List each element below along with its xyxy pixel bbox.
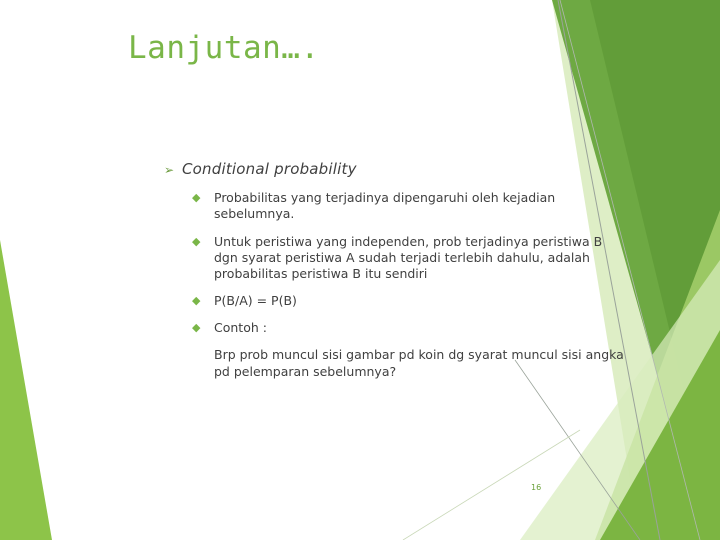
list-item	[192, 190, 622, 222]
list-item-text: Probabilitas yang terjadinya dipengaruhi oleh kejadian sebelumnya.	[214, 190, 556, 221]
list-item	[192, 320, 622, 336]
list-item-text: Untuk peristiwa yang independen, prob terjadinya peristiwa B dgn syarat peristiwa A sudah terjadi terlebih dahulu, adalah probabilitas peristiwa B itu sendiri	[214, 234, 603, 281]
list-item-text: P(B/A) = P(B)	[214, 293, 297, 308]
diamond-icon: ◆	[192, 321, 201, 334]
left-wedge	[0, 240, 52, 540]
list-item	[192, 234, 622, 282]
list-item-text: Contoh :	[214, 320, 267, 335]
diamond-icon: ◆	[192, 294, 201, 307]
arrow-right-icon: ➢	[164, 163, 175, 177]
page-number: 16	[531, 483, 542, 492]
list-item	[192, 293, 622, 309]
level1-item	[164, 160, 357, 178]
slide-title: Lanjutan….	[128, 30, 320, 66]
level1-text: Conditional probability	[182, 160, 357, 178]
diamond-icon: ◆	[192, 235, 201, 248]
example-text: Brp prob muncul sisi gambar pd koin dg syarat muncul sisi angka pd pelemparan sebelumnya?	[214, 347, 624, 379]
diamond-icon: ◆	[192, 191, 201, 204]
